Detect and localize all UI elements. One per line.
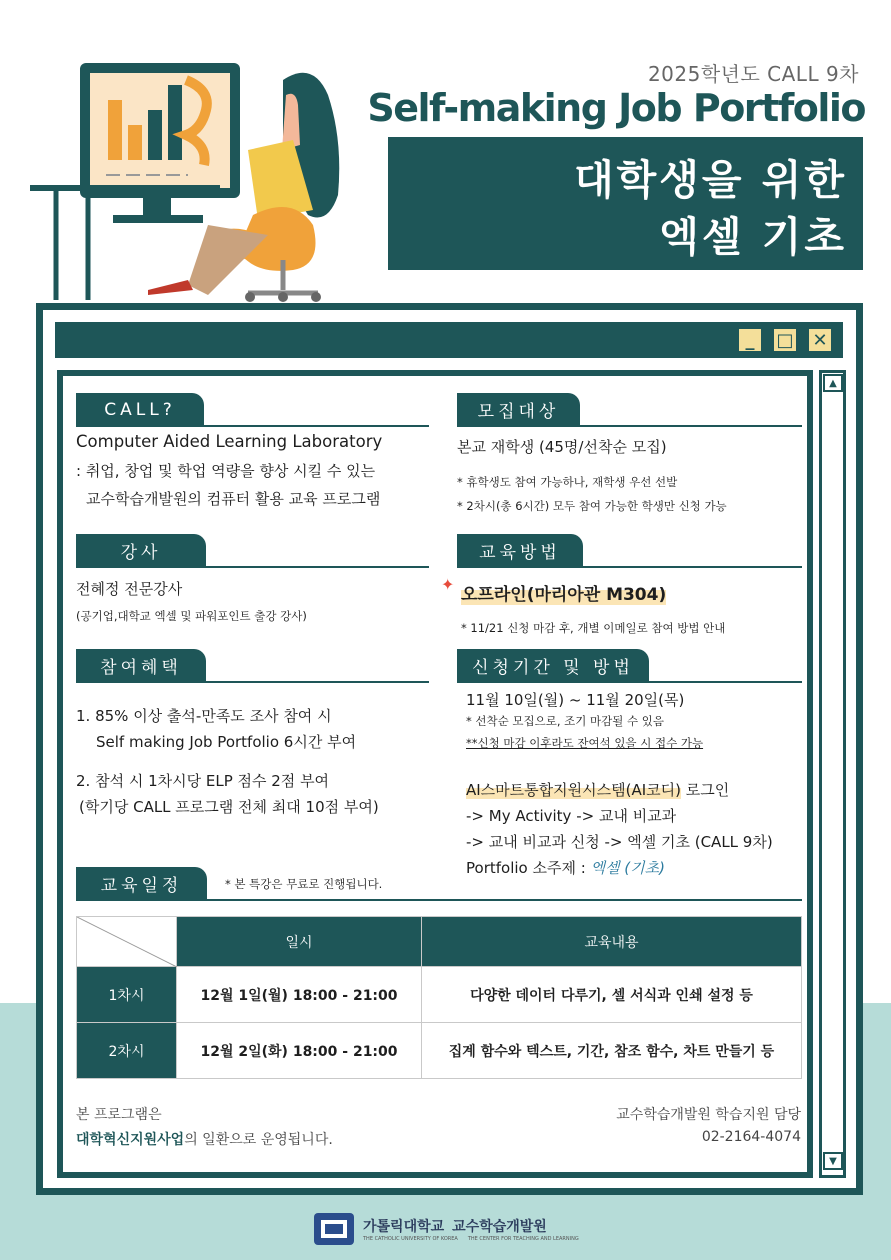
- apply-step2: -> 교내 비교과 신청 -> 엑셀 기초 (CALL 9차): [466, 833, 773, 851]
- logo-univ-en: THE CATHOLIC UNIVERSITY OF KOREA: [363, 1236, 458, 1242]
- divider: [457, 566, 802, 568]
- benefit-item2-b: (학기당 CALL 프로그램 전체 최대 10점 부여): [79, 798, 379, 816]
- logo-center-name: 교수학습개발원: [452, 1219, 547, 1235]
- minimize-button[interactable]: _: [736, 326, 764, 354]
- method-mode: 오프라인(마리아관 M304): [461, 580, 666, 605]
- main-title-line2: 엑셀 기초: [659, 213, 847, 261]
- instructor-name: 전혜정 전문강사: [76, 580, 183, 598]
- tab-benefit: 참여혜택: [76, 649, 206, 682]
- scroll-up-icon[interactable]: ▲: [823, 374, 843, 392]
- benefit-item1-b: Self making Job Portfolio 6시간 부여: [96, 733, 357, 751]
- apply-step1: -> My Activity -> 교내 비교과: [466, 807, 677, 825]
- tab-schedule: 교육일정: [76, 867, 207, 900]
- sparkle-icon: ✦: [441, 575, 455, 594]
- method-note: * 11/21 신청 마감 후, 개별 이메일로 참여 방법 안내: [461, 621, 726, 635]
- university-emblem-icon: [313, 1212, 355, 1246]
- col-header-date: 일시: [177, 917, 422, 967]
- session-cell: 1차시: [77, 967, 177, 1023]
- university-logo: [313, 1212, 579, 1246]
- footer-program-name: 대학혁신지원사업: [76, 1132, 185, 1148]
- content-cell: 집계 함수와 텍스트, 기간, 참조 함수, 차트 만들기 등: [422, 1023, 802, 1079]
- target-line1: 본교 재학생 (45명/선착순 모집): [457, 438, 667, 456]
- main-title-line1: 대학생을 위한: [574, 156, 847, 204]
- divider: [457, 681, 802, 683]
- apply-period: 11월 10일(월) ~ 11월 20일(목): [466, 691, 685, 709]
- session-cell: 2차시: [77, 1023, 177, 1079]
- footer-left-line1: 본 프로그램은: [76, 1107, 162, 1123]
- instructor-desc: (공기업,대학교 엑셀 및 파워포인트 출강 강사): [76, 609, 307, 623]
- logo-univ-name: 가톨릭대학교: [363, 1219, 445, 1235]
- window-titlebar: [55, 322, 843, 358]
- divider: [457, 425, 802, 427]
- tab-call: CALL?: [76, 393, 204, 426]
- target-note2: * 2차시(총 6시간) 모두 참여 가능한 학생만 신청 가능: [457, 499, 727, 513]
- divider: [76, 425, 429, 427]
- divider: [76, 681, 429, 683]
- logo-center-en: THE CENTER FOR TEACHING AND LEARNING: [467, 1236, 579, 1242]
- tab-target: 모집대상: [457, 393, 580, 426]
- divider: [76, 899, 802, 901]
- program-title: Self-making Job Portfolio: [367, 86, 865, 130]
- col-header-content: 교육내용: [422, 917, 802, 967]
- scrollbar[interactable]: [819, 370, 846, 1178]
- maximize-button[interactable]: □: [771, 326, 799, 354]
- schedule-table: [76, 916, 802, 1079]
- table-row: [77, 967, 802, 1023]
- call-line1: Computer Aided Learning Laboratory: [76, 432, 383, 451]
- footer-contact-phone: 02-2164-4074: [701, 1129, 801, 1145]
- apply-note1: * 선착순 모집으로, 조기 마감될 수 있음: [466, 714, 664, 728]
- table-row: [77, 1023, 802, 1079]
- apply-portfolio: [466, 857, 665, 878]
- tab-instructor: 강사: [76, 534, 206, 567]
- year-label: 2025학년도 CALL 9차: [647, 62, 859, 86]
- apply-system-suffix: 로그인: [680, 781, 730, 799]
- apply-note2: **신청 마감 이후라도 잔여석 있을 시 접수 가능: [466, 736, 704, 750]
- tab-apply: 신청기간 및 방법: [457, 649, 649, 682]
- footer-contact-dept: 교수학습개발원 학습지원 담당: [616, 1107, 801, 1123]
- date-cell: 12월 2일(화) 18:00 - 21:00: [177, 1023, 422, 1079]
- apply-system: AI스마트통합지원시스템(AI코디): [466, 781, 681, 799]
- call-line2: : 취업, 창업 및 학업 역량을 향상 시킬 수 있는: [76, 462, 376, 480]
- content-cell: 다양한 데이터 다루기, 셀 서식과 인쇄 설정 등: [422, 967, 802, 1023]
- schedule-note: * 본 특강은 무료로 진행됩니다.: [225, 877, 383, 891]
- tab-method: 교육방법: [457, 534, 583, 567]
- divider: [76, 566, 429, 568]
- close-button[interactable]: ✕: [806, 326, 834, 354]
- portfolio-label: Portfolio 소주제 :: [466, 859, 591, 877]
- apply-system-line: [466, 779, 729, 800]
- portfolio-value: 엑셀 (기초): [590, 859, 665, 877]
- benefit-item1-a: 1. 85% 이상 출석-만족도 조사 참여 시: [76, 707, 332, 725]
- benefit-item2-a: 2. 참석 시 1차시당 ELP 점수 2점 부여: [76, 772, 330, 790]
- footer-left-rest: 의 일환으로 운영됩니다.: [184, 1132, 333, 1148]
- date-cell: 12월 1일(월) 18:00 - 21:00: [177, 967, 422, 1023]
- footer-left-line2: [76, 1129, 333, 1149]
- target-note1: * 휴학생도 참여 가능하나, 재학생 우선 선발: [457, 475, 678, 489]
- illustration-woman-at-computer: [28, 55, 388, 305]
- table-corner-cell: [77, 917, 177, 967]
- scroll-down-icon[interactable]: ▼: [823, 1152, 843, 1170]
- call-line3: 교수학습개발원의 컴퓨터 활용 교육 프로그램: [86, 490, 381, 508]
